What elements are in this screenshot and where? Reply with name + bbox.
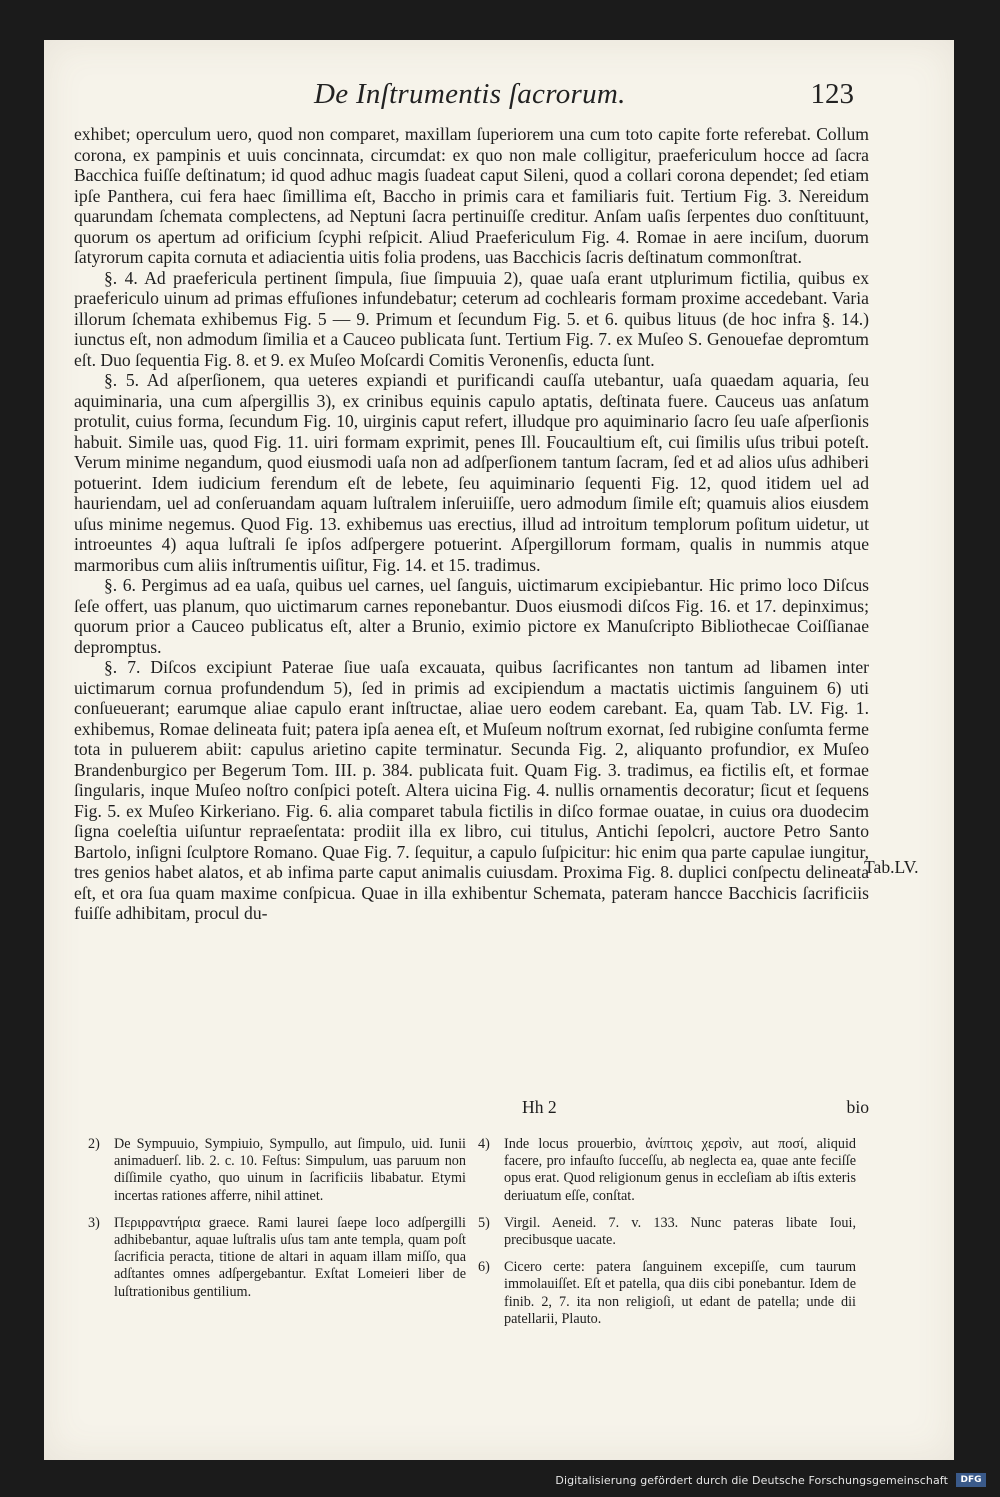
footnote-mark: 3) [88,1214,100,1231]
footnote [88,1215,466,1301]
digitization-credit-bar [0,1470,1000,1492]
footnote-mark: 5) [478,1214,490,1231]
paragraph-section-6: §. 6. Pergimus ad ea uaſa, quibus uel carnes, uel ſanguis, uictimarum excipiebantur. Hic primo loco Diſcus ſeſe offert, uas planum, quo uictimarum carnes reponebantur. Duos eiusmodi diſcos Fig. 16. et 17. depinximus; quorum prior a Cauceo publicatus eſt, alter a Brunio, eximio pictore ex Manuſcripto Bibliothecae Coiſſianae depromptus. [74,575,869,657]
footnote-mark: 6) [478,1259,490,1276]
footnote-text: Virgil. Aeneid. 7. v. 133. Nunc pateras libate Ioui, precibusque uacate. [504,1214,856,1249]
running-title: De Inſtrumentis ſacrorum. [314,78,626,110]
main-text [74,124,869,924]
footnotes-right-column [478,1136,856,1338]
digitization-credit: Digitalisierung gefördert durch die Deutsche Forschungsgemeinschaft [555,1474,948,1487]
footnote [478,1215,856,1249]
signature-line [74,1097,869,1119]
book-page [44,40,954,1460]
paragraph-section-4: §. 4. Ad praefericula pertinent ſimpula, ſiue ſimpuuia 2), quae uaſa erant utplurimum fictilia, quibus ex praefericulo uinum ad primas effuſiones infundebatur; ceterum ad cochlearis formam proxime accedebant. Varia illorum ſchemata exhibemus Fig. 5 — 9. Primum et ſecundum Fig. 5. et 6. quibus lituus (de hoc infra §. 14.) iunctus eſt, non admodum ſimilia et a Cauceo publicata ſunt. Tertium Fig. 7. ex Muſeo S. Genouefae depromtum eſt. Duo ſequentia Fig. 8. et 9. ex Muſeo Moſcardi Comitis Veronenſis, educta ſunt. [74,267,869,370]
page-number: 123 [810,78,854,110]
paragraph-section-7: §. 7. Diſcos excipiunt Paterae ſiue uaſa excauata, quibus ſacrificantes non tantum ad libamen inter uictimarum cornua profundendum 5), ſed in primis ad excipiendum a mactatis uictimis ſanguinem 6) uti conſueuerant; earumque aliae capulo erant inſtructae, aliae uero eodem carebant. Ea, quam Tab. LV. Fig. 1. exhibemus, Romae delineata fuit; patera ipſa aenea eſt, et Muſeum noſtrum exornat, ſed rubigine conſumta ferme tota in puluerem abiit: capulus arietino capite terminatur. Secunda Fig. 2, aliquanto profundior, ex Muſeo Brandenburgico per Begerum Tom. III. p. 384. publicata fuit. Quam Fig. 3. tradimus, ea fictilis eſt, et formae ſingularis, inque Muſeo noſtro conſpici poteſt. Altera uicina Fig. 4. nullis ornamentis decoratur; ſicut et ſequens Fig. 5. ex Muſeo Kirkeriano. Fig. 6. alia comparet tabula fictilis in diſco formae ouatae, in cuius ora duodecim ſigna coeleſtia uiſuntur repraeſentata: prodiit illa ex libro, cui titulus, Antichi ſepolcri, auctore Petro Santo Bartolo, inſigni ſculptore Romano. Quae Fig. 7. ſequitur, a capulo ſuſpicitur: hic enim qua parte capulae iungitur, tres genios habet alatos, et ab infima parte caput animalis cuiusdam. Proxima Fig. 8. duplici conſpectu delineata eſt, et ora ſua quam maxime conſpicua. Quae in illa exhibentur Schemata, pateram hancce Bacchicis ſacrificiis fuiſſe adhibitam, procul du- [74,657,869,923]
footnote-text: Cicero certe: patera ſanguinem excepiſſe, cum taurum immolauiſſet. Eſt et patella, qua diis cibi ponebantur. Idem de finib. 2, 7. ita non religioſi, ut edant de patella; unde dii patellarii, Plauto. [504,1259,856,1327]
margin-note-plate-reference: Tab.LV. [864,857,919,877]
paragraph-continuation: exhibet; operculum uero, quod non comparet, maxillam ſuperiorem una cum toto capite forte referebat. Collum corona, ex pampinis et uuis concinnata, circumdat: ex quo non male colligitur, praefericulum hocce ad ſacra Bacchica fuiſſe deſtinatum; id quod adhuc magis ſuadeat caput Sileni, quod a collari corona dependet; ſed etiam ipſe Panthera, cui fera haec ſimillima eſt, Baccho in primis cara et familiaris fuit. Tertium Fig. 3. Nereidum quarundam ſchemata complectens, ad Neptuni ſacra pertinuiſſe creditur. Anſam uaſis ſerpentes duo conſtituunt, quorum os apertum ad orificium ſcyphi reſpicit. Aliud Praefericulum Fig. 4. Romae in aere inciſum, duorum ſatyrorum capita cornuta et adiacientia uitis folia prodens, uas Bacchicis ſacris deſtinatum commonſtrat. [74,124,869,267]
footnote [88,1136,466,1205]
footnote-mark: 4) [478,1136,490,1152]
footnotes-left-column [88,1136,466,1311]
footnote [478,1136,856,1205]
paragraph-section-5: §. 5. Ad aſperſionem, qua ueteres expiandi et purificandi cauſſa utebantur, uaſa quaedam aquaria, ſeu aquiminaria, una cum aſpergillis 3), ex crinibus equinis capulo aptatis, deſtinata fuere. Cauceus uas anſatum protulit, cuius forma, ſecundum Fig. 10, uirginis caput refert, illudque pro aquiminario ſacro ſeu uaſe aſperſionis habuit. Simile uas, quod Fig. 11. uiri formam exprimit, penes Ill. Foucaultium eſt, cui ſimilis uſus tribui poteſt. Verum minime negandum, quod eiusmodi uaſa non ad adſperſionem tantum ſacram, ſed et ad alios uſus adhiberi potuerint. Idem iudicium ferendum eſt de lebete, ſeu aquiminario ſequenti Fig. 12, quod itidem uel ad hauriendam, uel ad conſeruandam aquam luſtralem inſeruiiſſe, uero admodum ſimile eſt; quamuis alios eiusdem uſus minime negemus. Quod Fig. 13. exhibemus uas erectius, illud ad introitum templorum poſitum uidetur, ut introeuntes 4) aqua luſtrali ſe ipſos adſpergere potuerint. Aſpergillorum formam, qualis in nummis atque marmoribus cum aliis inſtrumentis uiſitur, Fig. 14. et 15. tradimus. [74,370,869,575]
footnote-text: Inde locus prouerbio, ἀνίπτοις χερσὶν, aut ποσί, aliquid facere, pro infauſto ſucceſſu, ab neglecta ea, quae ante feciſſe opus erat. Quod religionum genus in eccleſiam ab iſtis exteris deriuatum eſſe, conſtat. [504,1136,856,1204]
footnote-mark: 2) [88,1136,100,1152]
footnote [478,1259,856,1328]
running-head [44,78,954,118]
signature-mark: Hh 2 [522,1097,557,1117]
footnote-text: De Sympuuio, Sympiuio, Sympullo, aut ſimpulo, uid. Iunii animaduerſ. lib. 2. c. 10. Feſtus: Simpulum, uas paruum non diſſimile cyatho, quo uinum in ſacrificiis libabatur. Etymi incertas rationes afferre, nihil attinet. [114,1136,466,1204]
dfg-logo: DFG [956,1473,986,1487]
catchword: bio [846,1097,869,1117]
footnote-text: Περιρραντήρια graece. Rami laurei ſaepe loco adſpergilli adhibebantur, aquae luſtralis uſus tam ante templa, quam poſt ſacrificia peracta, titione de altari in aquam illam miſſo, qua adſtantes omnes adſpergebantur. Exſtat Lomeieri liber de luſtrationibus gentilium. [114,1214,466,1300]
